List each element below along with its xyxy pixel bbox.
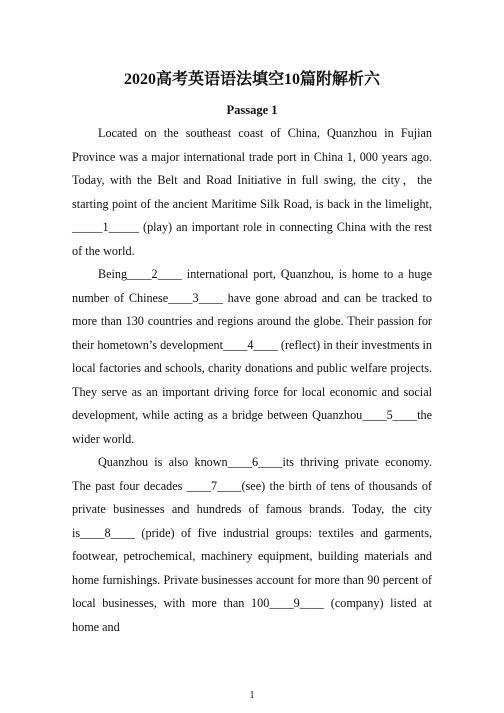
paragraph-3: Quanzhou is also known____6____its thriving private economy. The past four decades ____7____(see) the birth of tens of thousands of private businesses and hundreds of famous brands. Today, the city is____8____ (pride) of five industrial groups: textiles and garments, footwear, petrochemical, machinery equipment, building materials and home furnishings. Private businesses account for more than 90 percent of local businesses, with more than 100____9____ (company) listed at home and bbox=[72, 455, 432, 634]
page-number: 1 bbox=[249, 690, 255, 701]
passage-heading: Passage 1 bbox=[226, 103, 278, 117]
document-title: 2020高考英语语法填空10篇附解析六 bbox=[123, 71, 380, 88]
paragraph-2: Being____2____ international port, Quanzhou, is home to a huge number of Chinese____3____ have gone abroad and can be tracked to more than 130 countries and regions around the globe. Their passion for their hometown’s development____4____ (reflect) in their investments in local factories and schools, charity donations and public welfare projects. They serve as an important driving force for local economic and social development, while acting as a bridge between Quanzhou____5____the wider world. bbox=[72, 267, 432, 446]
paragraph-1: Located on the southeast coast of China, Quanzhou in Fujian Province was a major international trade port in China 1, 000 years ago. Today, with the Belt and Road Initiative in full swing, the city，the starting point of the ancient Maritime Silk Road, is back in the limelight, _____1_____ (play) an important role in connecting China with the rest of the world. bbox=[72, 126, 432, 258]
passage-body bbox=[72, 122, 432, 639]
document-page bbox=[72, 70, 432, 639]
